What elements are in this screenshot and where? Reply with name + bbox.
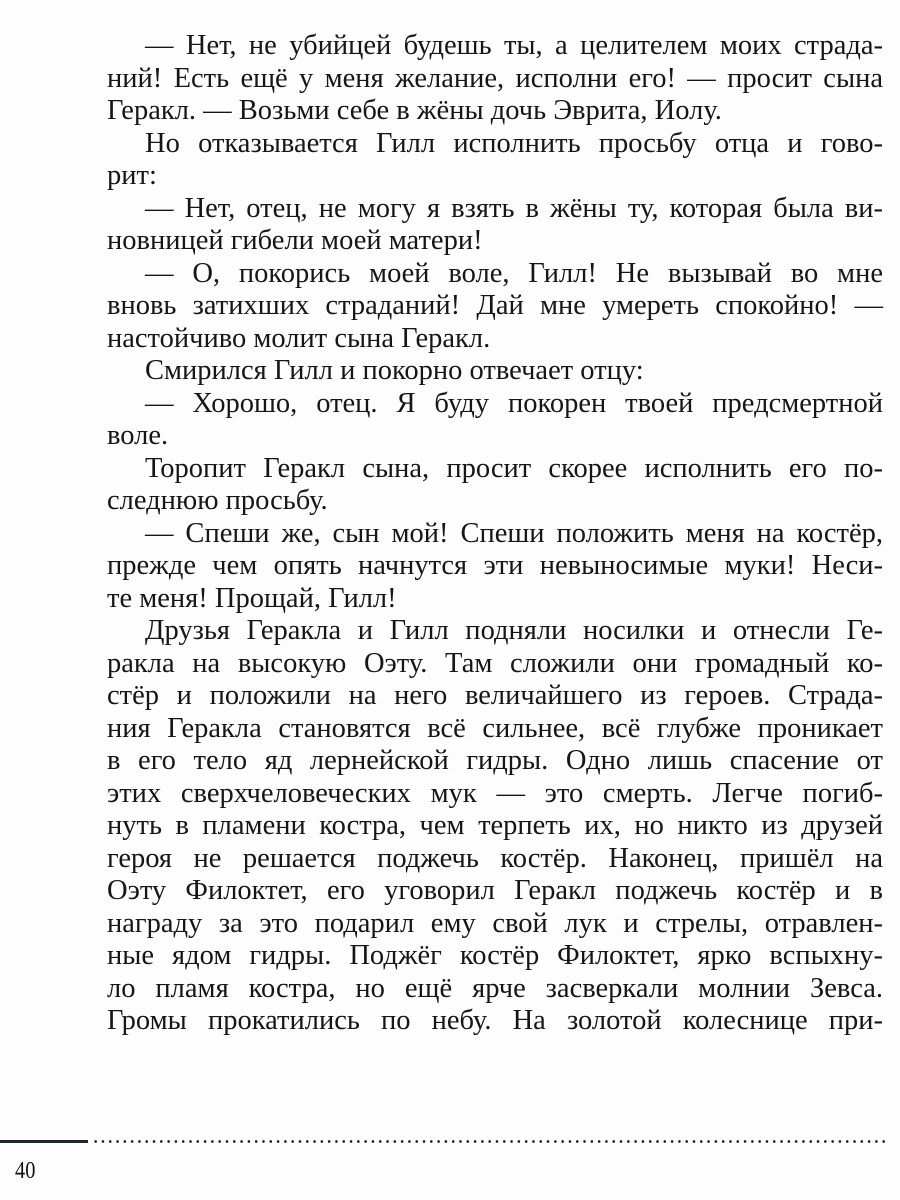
text-line: новницей гибели моей матери!: [107, 225, 483, 256]
text-line: стёр и положили на него величайшего из героев. Страда-: [107, 680, 883, 711]
footer-rule-dotted: [92, 1140, 886, 1143]
paragraph: [107, 30, 883, 128]
text-line: в его тело яд лернейской гидры. Одно лишь спасение от: [107, 745, 883, 776]
text-line: Но отказывается Гилл исполнить просьбу отца и гово-: [145, 127, 883, 159]
paragraph: [107, 388, 883, 453]
paragraph: [107, 615, 883, 1038]
text-line: Смирился Гилл и покорно отвечает отцу:: [145, 355, 644, 386]
text-line: прежде чем опять начнутся эти невыносимые муки! Неси-: [107, 550, 883, 581]
text-line: ракла на высокую Оэту. Там сложили они громадный ко-: [107, 647, 883, 679]
text-line: ные ядом гидры. Поджёг костёр Филоктет, ярко вспыхну-: [107, 940, 883, 971]
text-line: Громы прокатились по небу. На золотой колеснице при-: [107, 1005, 883, 1036]
footer-rule: [0, 1140, 886, 1144]
paragraph: [107, 128, 883, 193]
text-line: Геракл. — Возьми себе в жёны дочь Эврита, Иолу.: [107, 95, 722, 126]
text-line: Торопит Геракл сына, просит скорее исполнить его по-: [145, 452, 883, 484]
text-line: ний! Есть ещё у меня желание, исполни его! — просит сына: [107, 62, 883, 94]
text-line: следнюю просьбу.: [107, 485, 328, 516]
text-line: героя не решается поджечь костёр. Наконец, пришёл на: [107, 842, 883, 874]
body-text: [107, 30, 883, 1038]
paragraph: [107, 355, 883, 388]
text-line: — Спеши же, сын мой! Спеши положить меня на костёр,: [145, 517, 883, 549]
text-line: — Хорошо, отец. Я буду покорен твоей предсмертной: [145, 387, 883, 419]
text-line: те меня! Прощай, Гилл!: [107, 582, 397, 614]
paragraph: [107, 258, 883, 356]
paragraph: [107, 193, 883, 258]
text-line: этих сверхчеловеческих мук — это смерть. Легче погиб-: [107, 777, 883, 809]
text-line: воле.: [107, 420, 169, 451]
footer-rule-solid: [0, 1140, 88, 1143]
text-line: вновь затихших страданий! Дай мне умереть спокойно! —: [107, 290, 883, 321]
text-line: — Нет, отец, не могу я взять в жёны ту, которая была ви-: [145, 192, 883, 224]
text-line: награду за это подарил ему свой лук и стрелы, отравлен-: [107, 907, 883, 939]
paragraph: [107, 518, 883, 616]
text-line: ло пламя костра, но ещё ярче засверкали молнии Зевса.: [107, 972, 883, 1004]
text-line: Оэту Филоктет, его уговорил Геракл поджечь костёр и в: [107, 875, 883, 906]
text-line: — Нет, не убийцей будешь ты, а целителем моих страда-: [145, 30, 883, 61]
text-line: Друзья Геракла и Гилл подняли носилки и отнесли Ге-: [145, 615, 883, 646]
text-line: ния Геракла становятся всё сильнее, всё глубже проникает: [107, 712, 883, 744]
text-line: настойчиво молит сына Геракл.: [107, 322, 491, 354]
text-line: рит:: [107, 160, 157, 191]
paragraph: [107, 453, 883, 518]
text-line: — О, покорись моей воле, Гилл! Не вызывай во мне: [145, 257, 883, 289]
text-line: нуть в пламени костра, чем терпеть их, но никто из друзей: [107, 810, 883, 841]
page-number: 40: [15, 1158, 36, 1184]
